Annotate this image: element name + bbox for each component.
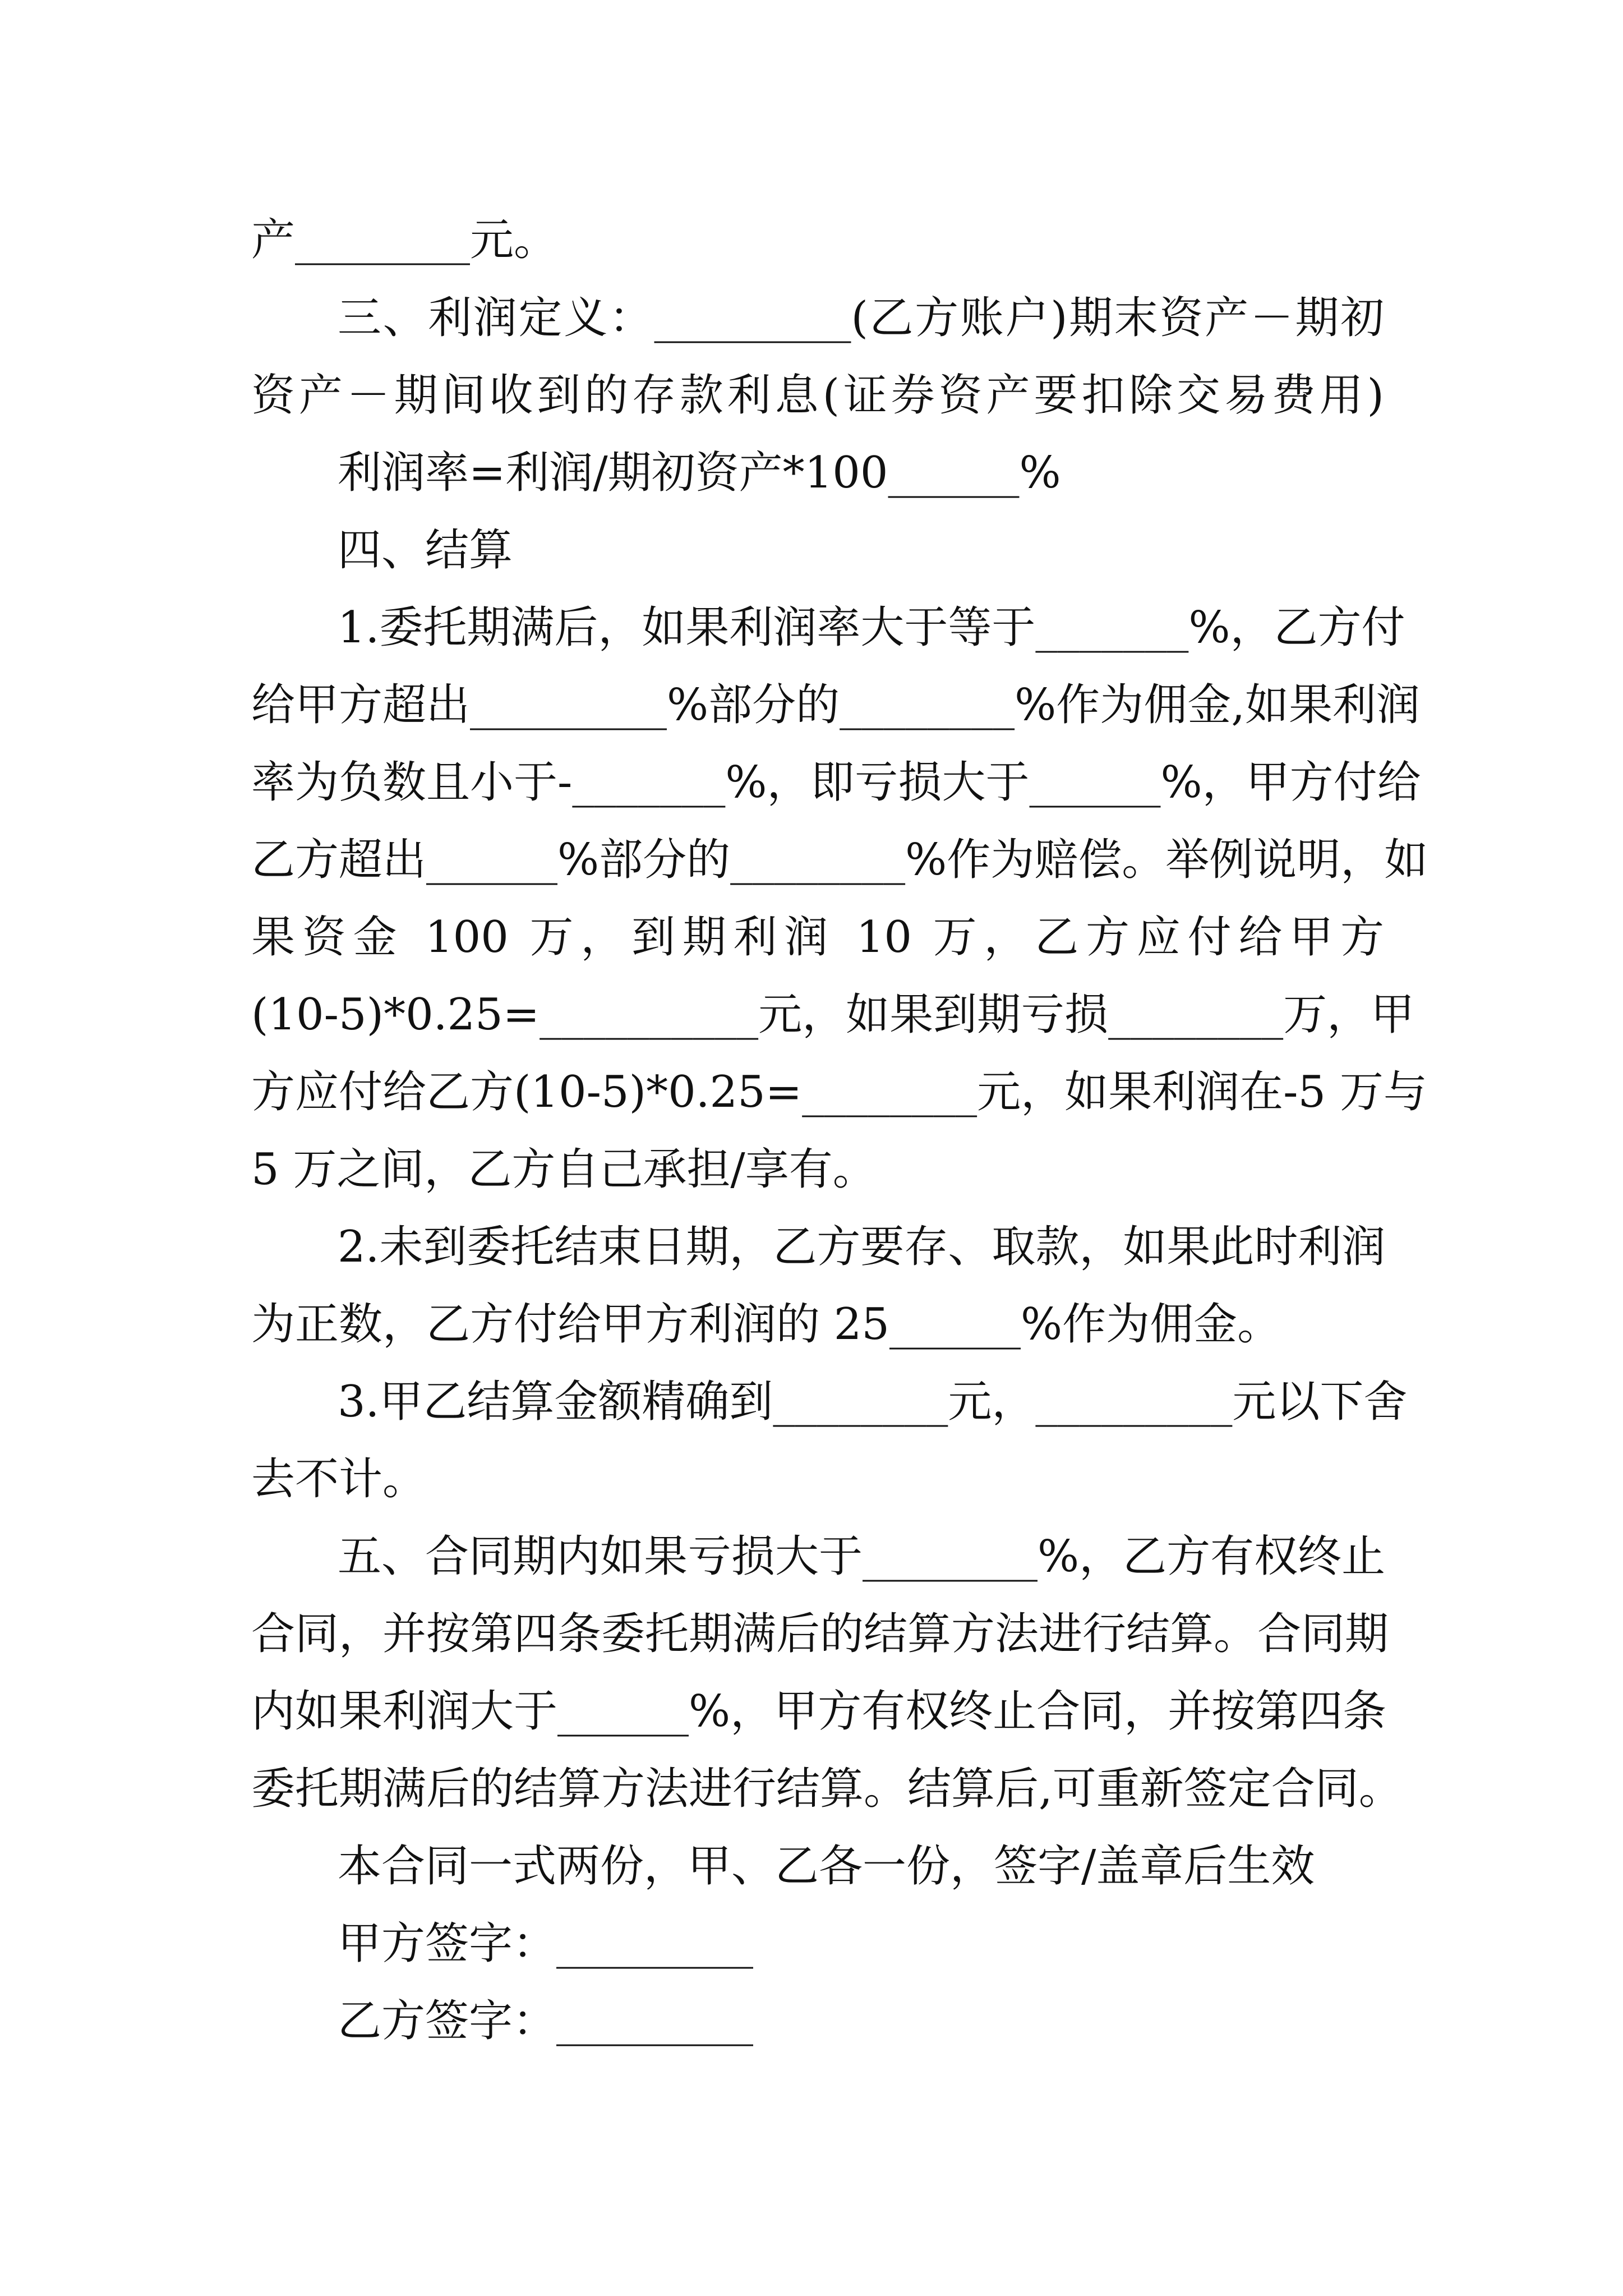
party-b-signature-line: 乙方签字：_________: [338, 1996, 754, 2046]
text-line-20: 内如果利润大于______%，甲方有权终止合同，并按第四条: [251, 1686, 1387, 1737]
party-a-signature-line: 甲方签字：_________: [338, 1918, 754, 1969]
text-line-8: 率为负数且小于-_______%，即亏损大于______%，甲方付给: [251, 757, 1421, 808]
section-5: 五、合同期内如果亏损大于________%，乙方有权终止: [338, 1531, 1386, 1582]
clause-4-2: 2.未到委托结束日期，乙方要存、取款，如果此时利润: [338, 1222, 1386, 1272]
text-line-12: 方应付给乙方(10-5)*0.25=________元，如果利润在-5 万与: [251, 1067, 1427, 1117]
clause-4-1: 1.委托期满后，如果利润率大于等于_______%，乙方付: [338, 602, 1405, 653]
section-4-heading: 四、结算: [338, 525, 513, 576]
clause-4-3: 3.甲乙结算金额精确到________元，_________元以下舍: [338, 1377, 1408, 1427]
text-line-13: 5 万之间，乙方自己承担/享有。: [251, 1144, 877, 1195]
text-line-3: 资产－期间收到的存款利息(证券资产要扣除交易费用): [251, 370, 1384, 421]
text-line-21: 委托期满后的结算方法进行结算。结算后,可重新签定合同。: [251, 1764, 1403, 1814]
text-line-1: 产________元。: [251, 215, 558, 265]
text-line-11: (10-5)*0.25=__________元，如果到期亏损________万，甲: [251, 990, 1415, 1040]
contract-copies-note: 本合同一式两份，甲、乙各一份，签字/盖章后生效: [338, 1841, 1315, 1892]
text-line-19: 合同，并按第四条委托期满后的结算方法进行结算。合同期: [251, 1609, 1389, 1659]
profit-rate-formula: 利润率=利润/期初资产*100______%: [338, 448, 1061, 498]
section-3-profit-definition: 三、利润定义：_________(乙方账户)期末资产－期初: [338, 293, 1384, 343]
text-line-7: 给甲方超出_________%部分的________%作为佣金,如果利润: [251, 680, 1421, 730]
text-line-17: 去不计。: [251, 1454, 427, 1504]
text-line-10: 果资金 100 万，到期利润 10 万，乙方应付给甲方: [251, 912, 1384, 963]
text-line-15: 为正数，乙方付给甲方利润的 25______%作为佣金。: [251, 1299, 1281, 1350]
text-line-9: 乙方超出______%部分的________%作为赔偿。举例说明，如: [251, 835, 1428, 885]
